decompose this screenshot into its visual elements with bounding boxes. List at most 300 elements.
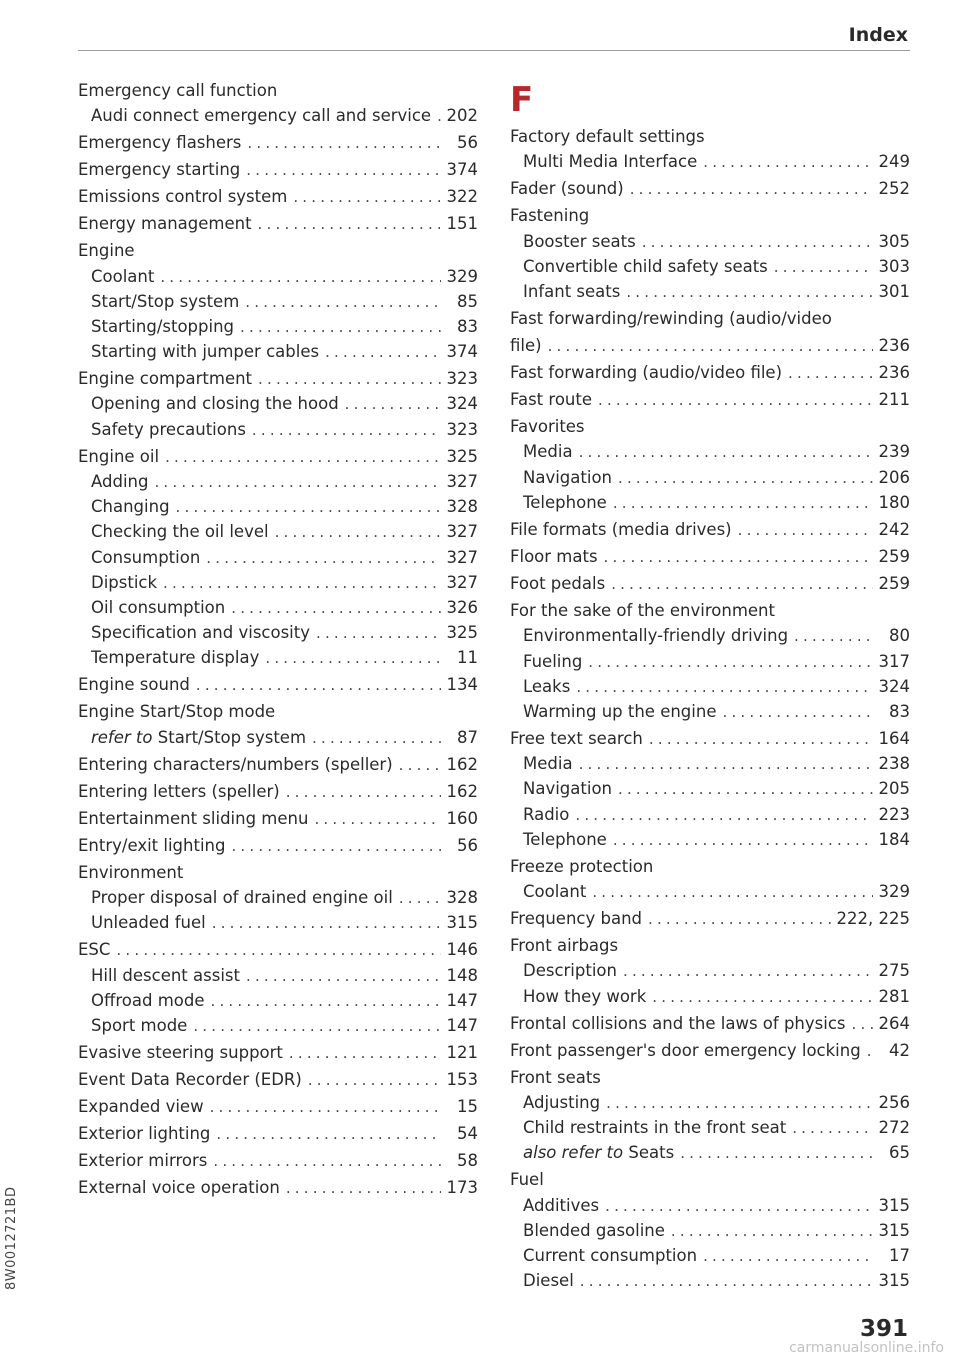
entry-label: Entertainment sliding menu [78, 808, 309, 828]
entry-page-number: 315 [878, 1271, 910, 1291]
index-subentry [510, 149, 910, 174]
leader-dots [246, 964, 441, 989]
entry-label: Changing [91, 497, 170, 517]
index-subentry [78, 620, 478, 645]
index-subentry [510, 229, 910, 254]
leader-dots [196, 673, 441, 698]
entry-page-number: 54 [457, 1124, 478, 1144]
leader-dots [611, 572, 872, 597]
entry-page-number: 56 [457, 835, 478, 855]
entry-label: Starting/stopping [91, 317, 235, 337]
entry-page-number: 11 [457, 648, 478, 668]
entry-page-number: 85 [457, 291, 478, 311]
entry-page-number: 305 [878, 231, 910, 251]
entry-label: Temperature display [91, 648, 260, 668]
index-subentry [510, 1268, 910, 1293]
entry-label: Convertible child safety seats [523, 256, 768, 276]
leader-dots [592, 880, 872, 905]
leader-dots [774, 255, 873, 280]
leader-dots [792, 1116, 872, 1141]
entry-label: Starting with jumper cables [91, 342, 320, 362]
leader-dots [648, 907, 831, 932]
entry-label: Oil consumption [91, 597, 226, 617]
entry-label: Energy management [78, 214, 252, 234]
leader-dots [206, 546, 440, 571]
entry-label: Warming up the engine [523, 701, 717, 721]
entry-page-number: 80 [889, 626, 910, 646]
entry-page-number: 264 [878, 1013, 910, 1033]
index-entry [78, 1121, 478, 1146]
index-entry [510, 387, 910, 412]
leader-dots [165, 445, 440, 470]
entry-label: Entering letters (speller) [78, 781, 280, 801]
entry-label: Current consumption [523, 1245, 698, 1265]
page-header-title: Index [848, 24, 908, 46]
leader-dots [613, 491, 873, 516]
leader-dots [649, 727, 873, 752]
index-subentry [510, 1243, 910, 1268]
index-subentry [78, 595, 478, 620]
entry-page-number: 326 [446, 597, 478, 617]
entry-page-number: 65 [889, 1143, 910, 1163]
index-entry [78, 806, 478, 831]
index-subentry [510, 439, 910, 464]
index-subentry [510, 802, 910, 827]
index-subentry [78, 264, 478, 289]
entry-label: Entering characters/numbers (speller) [78, 754, 393, 774]
leader-dots [286, 1176, 441, 1201]
leader-dots [308, 1068, 441, 1093]
entry-label: Fastening [510, 206, 590, 226]
index-subentry [78, 963, 478, 988]
entry-page-number: 147 [446, 990, 478, 1010]
index-subentry [510, 1090, 910, 1115]
entry-page-number: 222, 225 [836, 909, 910, 929]
index-subentry [78, 417, 478, 442]
leader-dots [286, 780, 441, 805]
entry-page-number: 374 [446, 160, 478, 180]
leader-dots [216, 1122, 442, 1147]
index-subentry [78, 725, 478, 750]
leader-dots [580, 1269, 873, 1294]
entry-label: Booster seats [523, 231, 636, 251]
leader-dots [399, 886, 441, 911]
index-subentry [78, 494, 478, 519]
leader-dots [703, 150, 872, 175]
entry-page-number: 281 [878, 986, 910, 1006]
entry-page-number: 83 [457, 317, 478, 337]
index-subentry [510, 674, 910, 699]
entry-label: Emissions control system [78, 187, 288, 207]
index-subentry [78, 103, 478, 128]
header-rule [78, 50, 910, 51]
index-column-right [510, 76, 910, 1293]
leader-dots [576, 675, 872, 700]
entry-label: Sport mode [91, 1016, 188, 1035]
leader-dots [605, 1194, 872, 1219]
entry-label: Emergency flashers [78, 133, 242, 153]
entry-label: Freeze protection [510, 856, 654, 876]
leader-dots [193, 1014, 440, 1039]
index-subentry [510, 776, 910, 801]
entry-page-number: 153 [446, 1070, 478, 1090]
entry-label: Dipstick [91, 572, 158, 592]
entry-page-number: 151 [446, 214, 478, 234]
entry-page-number: 259 [878, 547, 910, 567]
entry-page-number: 148 [446, 965, 478, 985]
index-subentry [510, 1140, 910, 1165]
index-subentry [510, 879, 910, 904]
entry-page-number: 242 [878, 519, 910, 539]
entry-page-number: 315 [878, 1195, 910, 1215]
entry-label: Child restraints in the front seat [523, 1118, 787, 1138]
leader-dots [794, 624, 874, 649]
leader-dots [314, 807, 440, 832]
entry-label: Blended gasoline [523, 1220, 665, 1240]
entry-label: Start/Stop system [91, 291, 240, 311]
entry-label: Evasive steering support [78, 1043, 283, 1063]
entry-label: Media [523, 442, 573, 462]
leader-dots [258, 212, 441, 237]
index-subentry [78, 570, 478, 595]
index-entry [510, 414, 910, 439]
index-subentry [78, 314, 478, 339]
entry-label: Front airbags [510, 936, 619, 956]
entry-label: Audi connect emergency call and service [91, 106, 432, 126]
entry-label: Event Data Recorder (EDR) [78, 1070, 302, 1090]
entry-label: Fast forwarding (audio/video file) [510, 363, 783, 383]
entry-label: Telephone [523, 492, 607, 512]
index-entry [78, 1148, 478, 1173]
entry-label: Expanded view [78, 1097, 204, 1117]
entry-page-number: 238 [878, 754, 910, 774]
index-entry [78, 78, 478, 103]
entry-label: How they work [523, 986, 647, 1006]
index-subentry [78, 910, 478, 935]
index-entry [510, 1167, 910, 1192]
index-entry [78, 1067, 478, 1092]
leader-dots [606, 1091, 872, 1116]
index-subentry [78, 988, 478, 1013]
entry-label: Fuel [510, 1170, 544, 1190]
entry-page-number: 252 [878, 179, 910, 199]
leader-dots [623, 959, 873, 984]
leader-dots [345, 392, 441, 417]
entry-page-number: 160 [446, 808, 478, 828]
entry-label: Diesel [523, 1271, 574, 1291]
leader-dots [293, 185, 440, 210]
index-entry [78, 184, 478, 209]
entry-label: Environment [78, 862, 184, 882]
entry-label: Engine compartment [78, 369, 253, 389]
index-subentry [510, 751, 910, 776]
entry-page-number: 256 [878, 1092, 910, 1112]
entry-page-number: 329 [446, 266, 478, 286]
entry-label: Adding [91, 471, 149, 491]
index-subentry [510, 279, 910, 304]
index-subentry [510, 1115, 910, 1140]
entry-label: Consumption [91, 547, 201, 567]
entry-page-number: 202 [446, 106, 478, 126]
entry-page-number: 323 [446, 369, 478, 389]
leader-dots [630, 177, 873, 202]
leader-dots [642, 230, 873, 255]
leader-dots [245, 290, 442, 315]
entry-page-number: 164 [878, 729, 910, 748]
entry-label: Fast route [510, 390, 592, 410]
leader-dots [160, 265, 440, 290]
entry-label: Checking the oil level [91, 522, 269, 542]
entry-label: Proper disposal of drained engine oil [91, 888, 393, 908]
index-column-left [78, 76, 478, 1201]
entry-label: Offroad mode [91, 990, 205, 1010]
index-entry [510, 360, 910, 385]
entry-label-text: Seats [628, 1143, 675, 1163]
entry-label: External voice operation [78, 1178, 280, 1198]
index-entry [510, 933, 910, 958]
index-entry [510, 1065, 910, 1090]
index-entry [510, 544, 910, 569]
entry-page-number: 327 [446, 547, 478, 567]
index-subentry [510, 827, 910, 852]
index-entry [510, 1038, 910, 1063]
entry-page-number: 83 [889, 701, 910, 721]
index-entry [510, 333, 910, 358]
index-subentry [510, 699, 910, 724]
leader-dots [399, 753, 441, 778]
leader-dots [210, 1095, 442, 1120]
entry-label: Specification and viscosity [91, 623, 310, 643]
entry-page-number: 329 [878, 882, 910, 902]
leader-dots [325, 340, 440, 365]
leader-dots [154, 470, 440, 495]
watermark: carmanualsonline.info [789, 1340, 944, 1356]
entry-page-number: 236 [878, 336, 910, 356]
leader-dots [680, 1141, 874, 1166]
entry-page-number: 249 [878, 152, 910, 172]
index-entry [510, 124, 910, 149]
entry-label [523, 1140, 674, 1165]
index-entry [78, 238, 478, 263]
entry-page-number: 205 [878, 779, 910, 799]
leader-dots [116, 938, 440, 963]
entry-label: file) [510, 336, 542, 356]
entry-page-number: 374 [446, 342, 478, 362]
index-entry [78, 752, 478, 777]
entry-label: Multi Media Interface [523, 152, 698, 172]
leader-dots [575, 803, 872, 828]
entry-label: Front seats [510, 1067, 601, 1087]
index-entry [78, 130, 478, 155]
index-entry [510, 854, 910, 879]
index-entry [78, 211, 478, 236]
index-entry [510, 571, 910, 596]
leader-dots [275, 520, 441, 545]
index-entry [78, 366, 478, 391]
page-number: 391 [859, 1316, 908, 1342]
index-subentry [78, 469, 478, 494]
leader-dots [852, 1012, 873, 1037]
entry-page-number: 239 [878, 442, 910, 462]
leader-dots [671, 1219, 873, 1244]
index-entry [510, 203, 910, 228]
leader-dots [618, 777, 873, 802]
entry-page-number: 56 [457, 133, 478, 153]
entry-label: Favorites [510, 417, 585, 437]
entry-page-number: 236 [878, 363, 910, 383]
index-subentry [78, 339, 478, 364]
leader-dots [788, 361, 872, 386]
entry-label: Entry/exit lighting [78, 835, 226, 855]
entry-page-number: 317 [878, 651, 910, 671]
index-entry [510, 517, 910, 542]
leader-dots [548, 334, 873, 359]
index-entry [510, 726, 910, 751]
document-code: 8W0012721BD [4, 1186, 19, 1290]
entry-page-number: 146 [446, 940, 478, 960]
entry-label: Exterior lighting [78, 1124, 211, 1144]
leader-dots [626, 280, 872, 305]
index-subentry [78, 1013, 478, 1038]
leader-dots [316, 621, 441, 646]
entry-page-number: 327 [446, 471, 478, 491]
index-subentry [510, 623, 910, 648]
index-subentry [78, 645, 478, 670]
index-entry [78, 937, 478, 962]
entry-label: Infant seats [523, 281, 621, 301]
entry-page-number: 211 [878, 390, 910, 410]
entry-label: Leaks [523, 676, 571, 696]
leader-dots [176, 495, 441, 520]
leader-dots [437, 104, 440, 129]
entry-page-number: 315 [446, 913, 478, 933]
entry-page-number: 58 [457, 1151, 478, 1171]
entry-page-number: 324 [878, 676, 910, 696]
entry-page-number: 15 [457, 1097, 478, 1117]
entry-label: Fueling [523, 651, 583, 671]
entry-label: Front passenger's door emergency locking [510, 1040, 861, 1060]
entry-page-number: 301 [878, 281, 910, 301]
leader-dots [240, 315, 442, 340]
entry-label: Media [523, 754, 573, 774]
entry-label: Engine oil [78, 446, 160, 466]
index-subentry [510, 1193, 910, 1218]
leader-dots [265, 646, 442, 671]
entry-label: Adjusting [523, 1092, 601, 1112]
index-entry [78, 444, 478, 469]
entry-page-number: 134 [446, 675, 478, 695]
entry-label: Free text search [510, 729, 643, 748]
entry-label: Floor mats [510, 547, 598, 567]
entry-prefix: refer to [91, 727, 153, 747]
index-entry [510, 306, 910, 331]
entry-page-number: 17 [889, 1245, 910, 1265]
index-entry [78, 860, 478, 885]
leader-dots [211, 989, 441, 1014]
leader-dots [252, 418, 441, 443]
entry-page-number: 323 [446, 419, 478, 439]
entry-label-text: Start/Stop system [157, 727, 307, 747]
leader-dots [247, 131, 442, 156]
index-entry [78, 833, 478, 858]
entry-label: Engine sound [78, 675, 190, 695]
index-subentry [510, 490, 910, 515]
leader-dots [312, 726, 442, 751]
entry-label: Environmentally-friendly driving [523, 626, 789, 646]
entry-label: Unleaded fuel [91, 913, 206, 933]
entry-page-number: 87 [457, 727, 478, 747]
leader-dots [613, 828, 873, 853]
leader-dots [652, 985, 872, 1010]
index-entry [78, 157, 478, 182]
entry-page-number: 327 [446, 522, 478, 542]
entry-page-number: 162 [446, 754, 478, 774]
entry-label: Opening and closing the hood [91, 394, 339, 414]
leader-dots [867, 1039, 874, 1064]
entry-page-number: 325 [446, 623, 478, 643]
entry-label: Additives [523, 1195, 600, 1215]
index-subentry [78, 391, 478, 416]
entry-page-number: 328 [446, 888, 478, 908]
index-entry [78, 779, 478, 804]
leader-dots [579, 752, 873, 777]
entry-page-number: 147 [446, 1016, 478, 1035]
index-subentry [78, 885, 478, 910]
entry-label: Engine Start/Stop mode [78, 702, 276, 722]
section-letter: F [510, 80, 534, 120]
entry-page-number: 303 [878, 256, 910, 276]
index-entries-right [510, 124, 910, 1293]
entry-label [91, 725, 306, 750]
index-entry [78, 1175, 478, 1200]
index-entry [78, 1040, 478, 1065]
entry-page-number: 328 [446, 497, 478, 517]
entry-label: Radio [523, 804, 570, 824]
leader-dots [579, 440, 873, 465]
leader-dots [258, 367, 440, 392]
entry-page-number: 324 [446, 394, 478, 414]
entry-label: Factory default settings [510, 127, 705, 146]
leader-dots [588, 650, 872, 675]
entry-page-number: 327 [446, 572, 478, 592]
leader-dots [212, 911, 441, 936]
entry-label: Fast forwarding/rewinding (audio/video [510, 308, 832, 328]
entry-label: Navigation [523, 779, 612, 799]
entry-prefix: also refer to [523, 1143, 624, 1163]
index-entry [510, 598, 910, 623]
entry-page-number: 325 [446, 446, 478, 466]
leader-dots [618, 466, 873, 491]
index-entry [78, 699, 478, 724]
entry-label: Description [523, 961, 617, 981]
entry-label: Fader (sound) [510, 179, 624, 199]
entry-page-number: 223 [878, 804, 910, 824]
index-subentry [510, 649, 910, 674]
index-entry [510, 176, 910, 201]
entry-label: Navigation [523, 467, 612, 487]
entry-label: Exterior mirrors [78, 1151, 208, 1171]
index-subentry [510, 1218, 910, 1243]
leader-dots [722, 700, 874, 725]
entry-page-number: 162 [446, 781, 478, 801]
index-subentry [510, 958, 910, 983]
entry-page-number: 275 [878, 961, 910, 981]
entry-label: Emergency call function [78, 80, 278, 100]
entry-page-number: 259 [878, 574, 910, 594]
entry-label: Emergency starting [78, 160, 241, 180]
leader-dots [604, 545, 873, 570]
index-subentry [510, 984, 910, 1009]
